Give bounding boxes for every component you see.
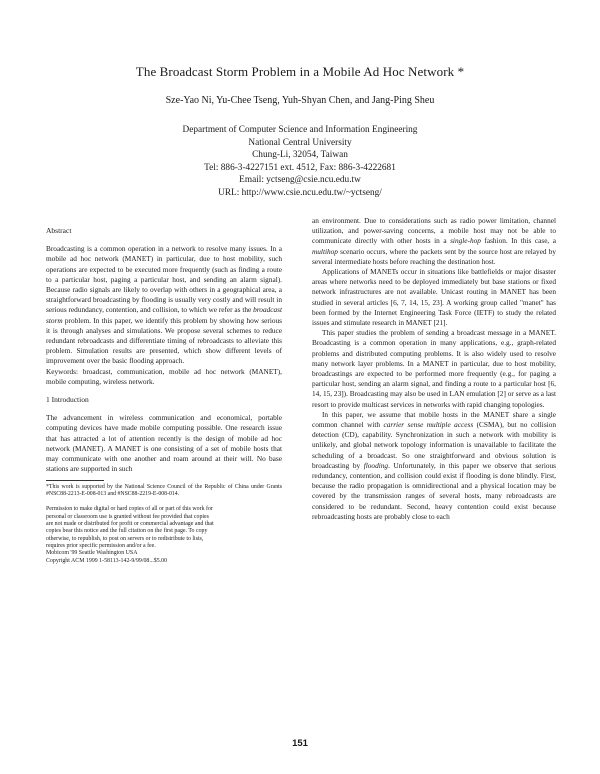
permission-line: Permission to make digital or hard copies of all or part of this work for [46, 506, 213, 513]
body-emphasis: single-hop [450, 236, 481, 246]
body-text: fashion. In this case, a [484, 236, 557, 246]
body-paragraph [312, 216, 556, 267]
keywords: Keywords: broadcast, communication, mobile ad hoc network (MANET), mobile computing, wireless network. [46, 366, 282, 386]
body-text: (CSMA), but no collision detection (CD), capability. Synchronization in such a network with mobility is unlikely, and global network topology information is unavailable to facilitate the scheduling of a broadcast. So one straightforward and obvious solution is broadcasting by [312, 420, 556, 470]
author-list: Sze-Yao Ni, Yu-Chee Tseng, Yuh-Shyan Chen, and Jang-Ping Sheu [165, 95, 435, 106]
affiliation-dept: Department of Computer Science and Information Engineering [182, 125, 418, 135]
body-emphasis: flooding [363, 460, 389, 470]
permission-line: copies bear this notice and the full citation on the first page. To copy [46, 528, 208, 535]
permission-line: are not made or distributed for profit or commercial advantage and that [46, 521, 214, 528]
conference-line: Mobicom '99 Seattle Washington USA [46, 550, 138, 557]
body-emphasis: multihop [312, 246, 338, 256]
affiliation-university: National Central University [248, 137, 352, 148]
affiliation-city: Chung-Li, 32054, Taiwan [252, 150, 348, 160]
intro-heading: 1 Introduction [46, 395, 89, 405]
body-paragraph: Applications of MANETs occur in situations like battlefields or major disaster areas where networks need to be deployed immediately but base stations or fixed network infrastructures are not available. Unicast routing in MANET has been studied in several articles [6, 7, 14, 15, 23]. A working group called "manet" has been formed by the Internet Engineering Task Force (IETF) to study the related issues and stimulate research in MANET [21]. [312, 267, 556, 328]
funding-footnote: *This work is supported by the National Science Council of the Republic of China under Grants #NSC88-2213-E-008-013 and #NSC88-2219-E-008-014. [46, 484, 282, 498]
abstract-paragraph [46, 244, 282, 366]
permission-line: otherwise, to republish, to post on servers or to redistribute to lists, [46, 535, 204, 542]
right-column [312, 216, 556, 522]
abstract-text: Broadcasting is a common operation in a network to resolve many issues. In a mobile ad hoc network (MANET) in particular, due to host mobility, such operations are expected to be executed more frequently (such as finding a route to a particular host, paging a particular host, and sending an alarm signal). Because radio signals are likely to overlap with others in a geographical area, a straightforward broadcasting by flooding is usually very costly and will result in serious redundancy, contention, and collision, to which we refer as the [46, 244, 282, 315]
body-text: . Unfortunately, in this paper we observe that serious redundancy, contention, and collision could exist if flooding is done blindly. First, because the radio propagation is omnidirectional and a physical location may be covered by the transmission ranges of several hosts, many rebroadcasts are considered to be redundant. Second, heavy contention could exist because rebroadcasting hosts are probably close to each [312, 460, 556, 521]
affiliation-block [0, 124, 600, 199]
body-emphasis: carrier sense multiple access [383, 420, 474, 430]
permission-line: requires prior specific permission and/or a fee. [46, 542, 156, 549]
intro-paragraph: The advancement in wireless communication and economical, portable computing devices have made mobile computing possible. One research issue that has attracted a lot of attention recently is the design of mobile ad hoc network (MANET). A MANET is one consisting of a set of mobile hosts that may communicate with one another and roam around at their will. No base stations are supported in such [46, 413, 282, 474]
permission-notice [46, 506, 282, 564]
abstract-text-cont: problem. In this paper, we identify this problem by showing how serious it is through analyses and simulations. We propose several schemes to reduce redundant rebroadcasts and differentiate timing of rebroadcasts to alleviate this problem. Simulation results are presented, which show different levels of improvement over the basic flooding approach. [46, 315, 282, 366]
left-column [46, 226, 282, 565]
body-text: In this paper, we assume that mobile hosts in the MANET share a single common channel with [312, 409, 556, 430]
abstract-heading: Abstract [46, 226, 72, 235]
abstract-emphasis: broadcast storm [46, 305, 283, 325]
page-number: 151 [292, 738, 308, 749]
body-text: scenario occurs, where the packets sent by the source host are relayed by several intermediate hosts before reaching the destination host. [312, 246, 556, 266]
body-paragraph: This paper studies the problem of sending a broadcast message in a MANET. Broadcasting is a common operation in many applications, e.g., graph-related problems and distributed computing problems. It is also widely used to resolve many network layer problems. In a MANET in particular, due to host mobility, broadcastings are expected to be performed more frequently (e.g., for paging a particular host, sending an alarm signal, and finding a route to a particular host [6, 14, 15, 23]). Broadcasting may also be used in LAN emulation [2] or serve as a last resort to provide multicast services in networks with rapid changing topologies. [312, 328, 556, 409]
affiliation-email: Email: yctseng@csie.ncu.edu.tw [239, 175, 361, 185]
affiliation-url: URL: http://www.csie.ncu.edu.tw/~yctseng/ [218, 187, 382, 198]
copyright-line: Copyright ACM 1999 1-58113-142-9/99/08...$5.00 [46, 557, 168, 564]
paper-title: The Broadcast Storm Problem in a Mobile Ad Hoc Network * [135, 64, 465, 79]
footnote-rule [46, 480, 104, 481]
body-paragraph [312, 410, 556, 522]
body-text: an environment. Due to considerations such as radio power limitation, channel utilization, and power-saving concerns, a mobile host may not be able to communicate directly with other hosts in a [312, 216, 556, 246]
affiliation-phone: Tel: 886-3-4227151 ext. 4512, Fax: 886-3-4222681 [204, 162, 396, 173]
permission-line: personal or classroom use is granted without fee provided that copies [46, 513, 209, 520]
